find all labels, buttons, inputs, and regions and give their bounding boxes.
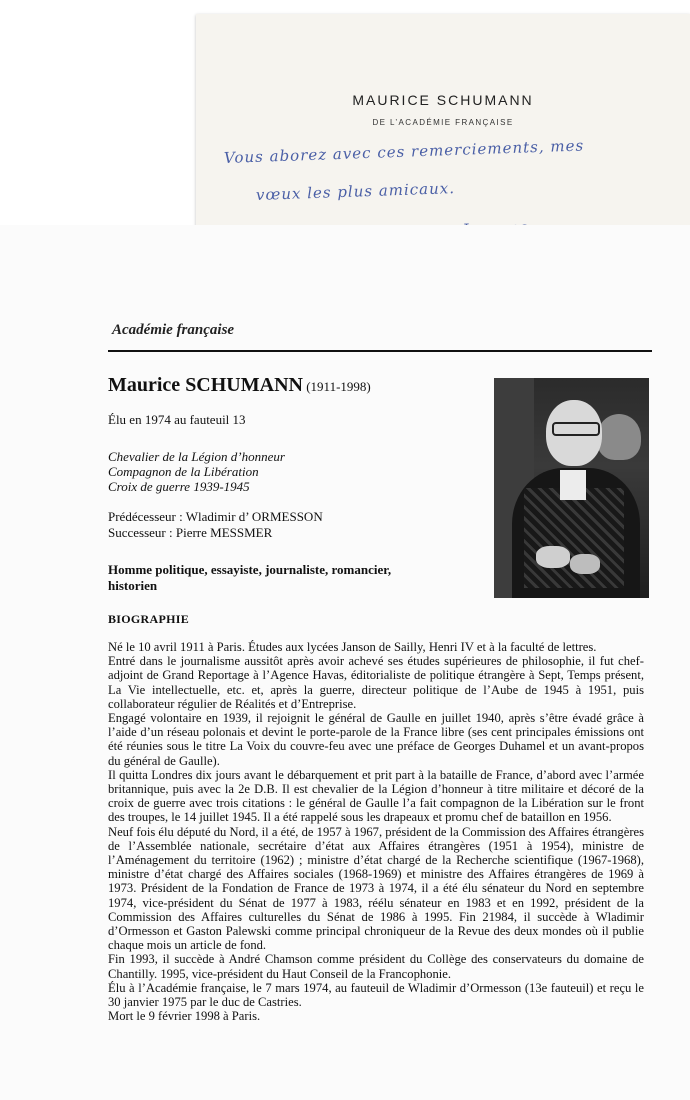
honor-item: Compagnon de la Libération (108, 464, 259, 479)
bio-paragraph: Né le 10 avril 1911 à Paris. Études aux lycées Janson de Sailly, Henri IV et à la faculté de lettres. (108, 640, 597, 654)
section-rule (108, 350, 652, 352)
bio-paragraph: Engagé volontaire en 1939, il rejoignit le général de Gaulle en juillet 1940, après s’être évadé grâce à l’aide d’un réseau polonais et devint le porte-parole de la France libre (ses cent principales émissions ont été réunies sous le titre La Voix du couvre-feu avec une préface de Georges Duhamel et un avant-propos du général de Gaulle). (108, 711, 644, 768)
handwriting-line-1: Vous aborez avec ces remerciements, mes (223, 136, 585, 167)
successor: Successeur : Pierre MESSMER (108, 525, 273, 540)
succession-info (108, 509, 323, 541)
section-title: Académie française (112, 322, 235, 338)
bio-paragraph: Entré dans le journalisme aussitôt après avoir achevé ses études supérieures de philosophie, il fut chef-adjoint de Grand Reportage à l’Agence Havas, éditorialiste de politique étrangère à Sept, Temps présent, La Vie intellectuelle, etc. et, après la guerre, directeur politique de l’Aube de 1945 à 1951, puis collaborateur régulier de Réalités et d’Entreprise. (108, 654, 644, 711)
predecessor: Prédécesseur : Wladimir d’ ORMESSON (108, 509, 323, 524)
biography-heading: BIOGRAPHIE (108, 612, 190, 626)
honors-list (108, 449, 285, 494)
honor-item: Croix de guerre 1939-1945 (108, 479, 250, 494)
card-affiliation: DE L’ACADÉMIE FRANÇAISE (372, 118, 514, 127)
biography-text (108, 640, 644, 1023)
bio-paragraph: Mort le 9 février 1998 à Paris. (108, 1009, 261, 1024)
bio-paragraph: Fin 1993, il succède à André Chamson comme président du Collège des conservateurs du domaine de Chantilly. 1995, vice-président du Haut Conseil de la Francophonie. (108, 952, 644, 981)
bio-paragraph: Élu à l’Académie française, le 7 mars 1974, au fauteuil de Wladimir d’Ormesson (13e fauteuil) et reçu le 30 janvier 1975 par le duc de Castries. (108, 980, 644, 1010)
portrait-photo (494, 378, 649, 598)
card-name: MAURICE SCHUMANN (352, 92, 534, 108)
bio-paragraph: Il quitta Londres dix jours avant le débarquement et prit part à la bataille de France, d’abord avec l’armée britannique, puis avec la 2e D.B. Il est chevalier de la Légion d’honneur à titre militaire et décoré de la croix de guerre avec trois citations : le général de Gaulle l’a fait compagnon de la Libération sur le front des troupes, le 14 juillet 1945. Il a été rappelé sous les drapeaux et promu chef de bataillon en 1956. (108, 767, 644, 825)
person-heading (108, 374, 371, 397)
role-description: Homme politique, essayiste, journaliste, romancier, historien (108, 562, 392, 593)
handwriting-line-2: vœux les plus amicaux. (255, 179, 456, 204)
person-name: Maurice SCHUMANN (108, 374, 303, 396)
person-dates: (1911-1998) (306, 379, 371, 394)
honor-item: Chevalier de la Légion d’honneur (108, 449, 285, 464)
bio-paragraph: Neuf fois élu député du Nord, il a été, de 1957 à 1967, président de la Commission des Affaires étrangères de l’Assemblée nationale, secrétaire d’état aux Affaires étrangères (1951 à 1954), ministre de l’Aménagement du territoire (1962) ; ministre d’état chargé de la Recherche scientifique (1967-1968), ministre d’état chargé des Affaires sociales (1968-1969) et ministre des Affaires étrangères de 1969 à 1973. Président de la Fondation de France de 1973 à 1974, il a été élu sénateur du Nord en septembre 1974, vice-président du Sénat de 1977 à 1983, réélu sénateur en 1983 et en 1992, président de la Commission des Affaires culturelles du Sénat de 1986 à 1995. Fin 21984, il succède à Wladimir d’Ormesson et Gaston Palewski comme principal chroniqueur de la Revue des deux mondes où il publie chaque mois un article de fond. (108, 824, 644, 953)
election-info: Élu en 1974 au fauteuil 13 (108, 412, 246, 427)
